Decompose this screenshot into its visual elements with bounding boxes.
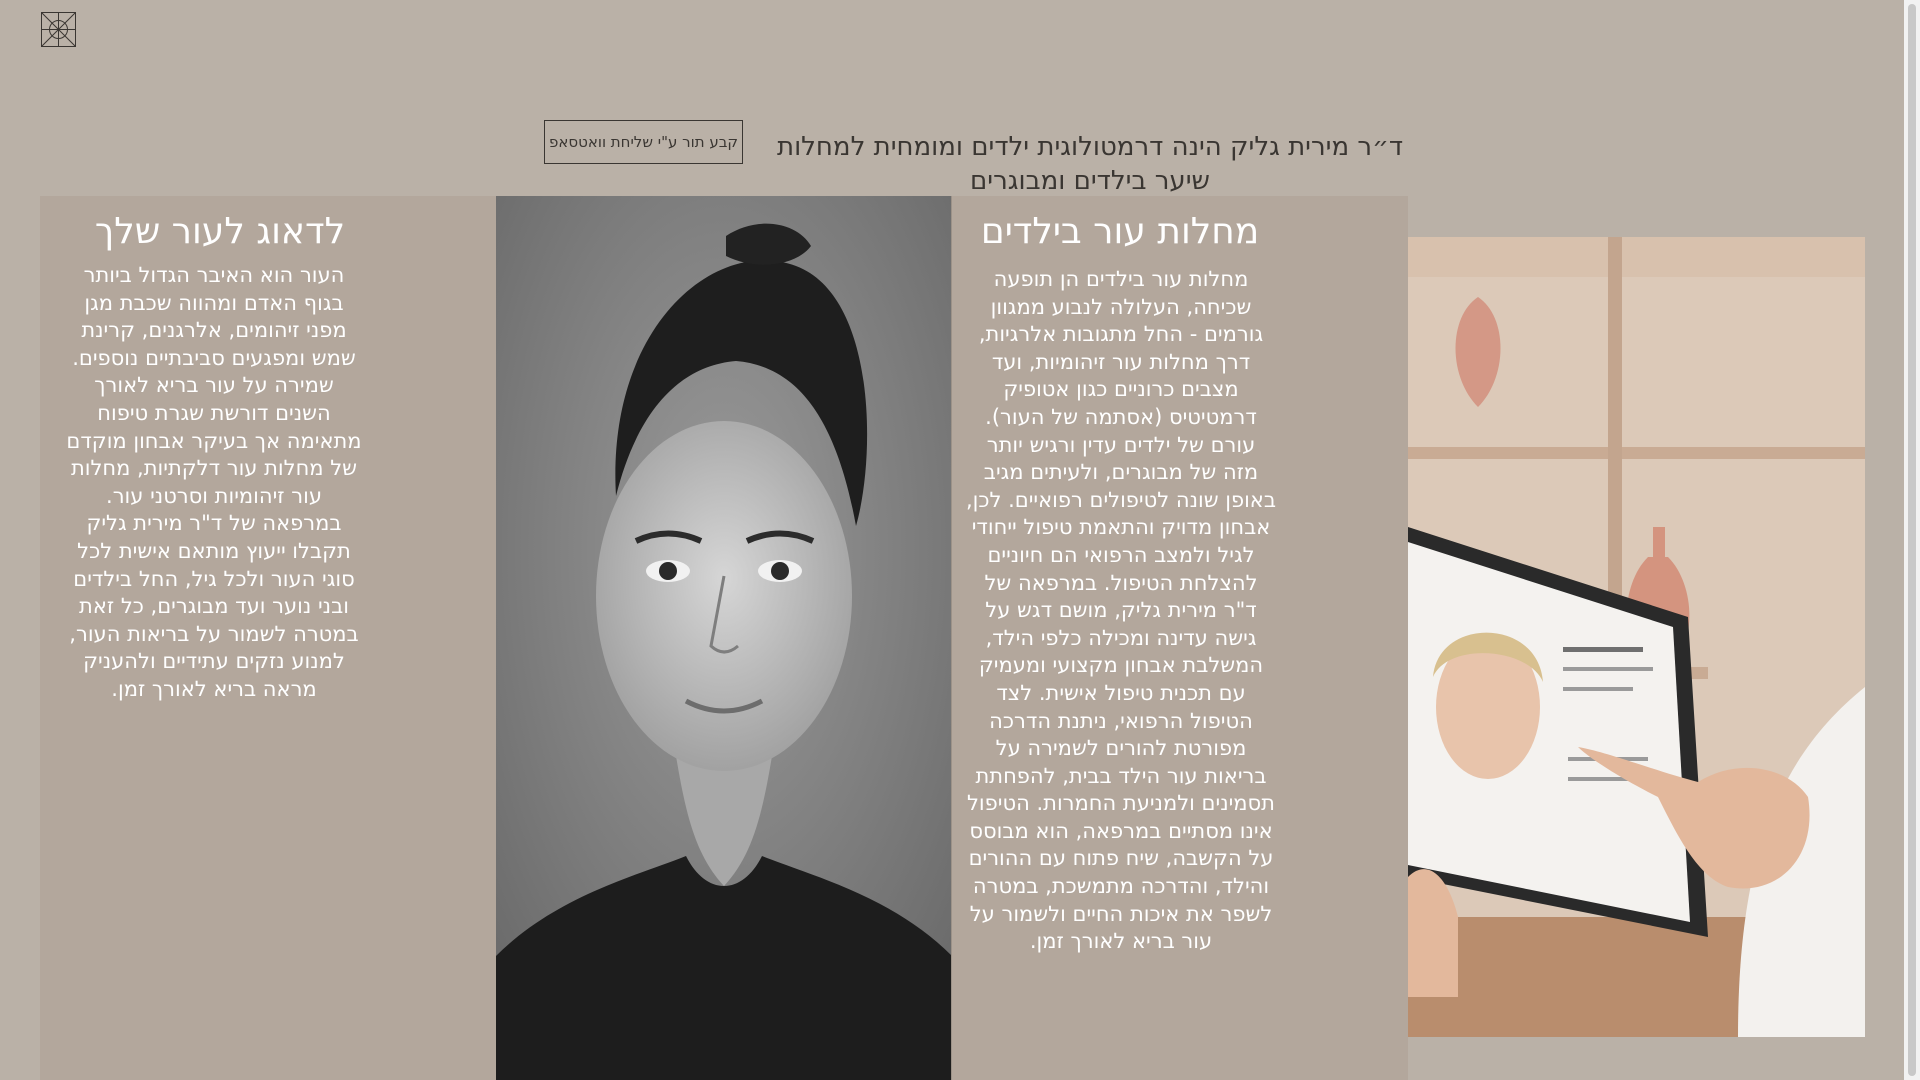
panel-divider bbox=[951, 196, 952, 1080]
grid-logo-icon[interactable] bbox=[41, 12, 76, 47]
tablet-consultation-photo bbox=[1408, 237, 1865, 1037]
scrollbar-thumb[interactable] bbox=[1908, 4, 1916, 1076]
whatsapp-appointment-button[interactable]: קבע תור ע"י שליחת וואטסאפ bbox=[544, 120, 743, 164]
page-headline: ד״ר מירית גליק הינה דרמטולוגית ילדים ומומחית למחלות שיער בילדים ומבוגרים bbox=[776, 132, 1404, 196]
skin-care-title: לדאוג לעור שלך bbox=[94, 211, 346, 252]
doctor-portrait bbox=[496, 196, 952, 1080]
skin-care-body: העור הוא האיבר הגדול ביותר בגוף האדם ומהווה שכבת מגן מפני זיהומים, אלרגנים, קרינת שמש ומפגעים סביבתיים נוספים. שמירה על עור בריא לאורך השנים דורשת שגרת טיפוח מתאימה אך בעיקר אבחון מוקדם של מחלות עור דלקתיות, מחלות עור זיהומיות וסרטני עור. במרפאה של ד"ר מירית גליק תקבלו ייעוץ מותאם אישית לכל סוגי העור ולכל גיל, החל בילדים ובני נוער ועד מבוגרים, כל זאת במטרה לשמור על בריאות העור, למנוע נזקים עתידיים ולהעניק מראה בריא לאורך זמן. bbox=[66, 263, 362, 701]
pediatric-skin-body: מחלות עור בילדים הן תופעה שכיחה, העלולה לנבוע ממגוון גורמים - החל מתגובות אלרגיות, דרך מחלות עור זיהומיות, ועד מצבים כרוניים כגון אטופיק דרמטיטיס (אסתמה של העור). עורם של ילדים עדין ורגיש יותר מזה של מבוגרים, ולעיתים מגיב באופן שונה לטיפולים רפואיים. לכן, אבחון מדויק והתאמת טיפול ייחודי לגיל ולמצב הרפואי הם חיוניים להצלחת הטיפול. במרפאה של ד"ר מירית גליק, מושם דגש על גישה עדינה ומכילה כלפי הילד, המשלבת אבחון מקצועי ומעמיק עם תכנית טיפול אישית. לצד הטיפול הרפואי, ניתנת הדרכה מפורטת להורים לשמירה על בריאות עור הילד בבית, להפחתת תסמינים ולמניעת החמרות. הטיפול אינו מסתיים במרפאה, הוא מבוסס על הקשבה, שיח פתוח עם ההורים והילד, והדרכה מתמשכת, במטרה לשפר את איכות החיים ולשמור על עור בריא לאורך זמן. bbox=[966, 267, 1276, 954]
pediatric-skin-title: מחלות עור בילדים bbox=[980, 211, 1260, 252]
